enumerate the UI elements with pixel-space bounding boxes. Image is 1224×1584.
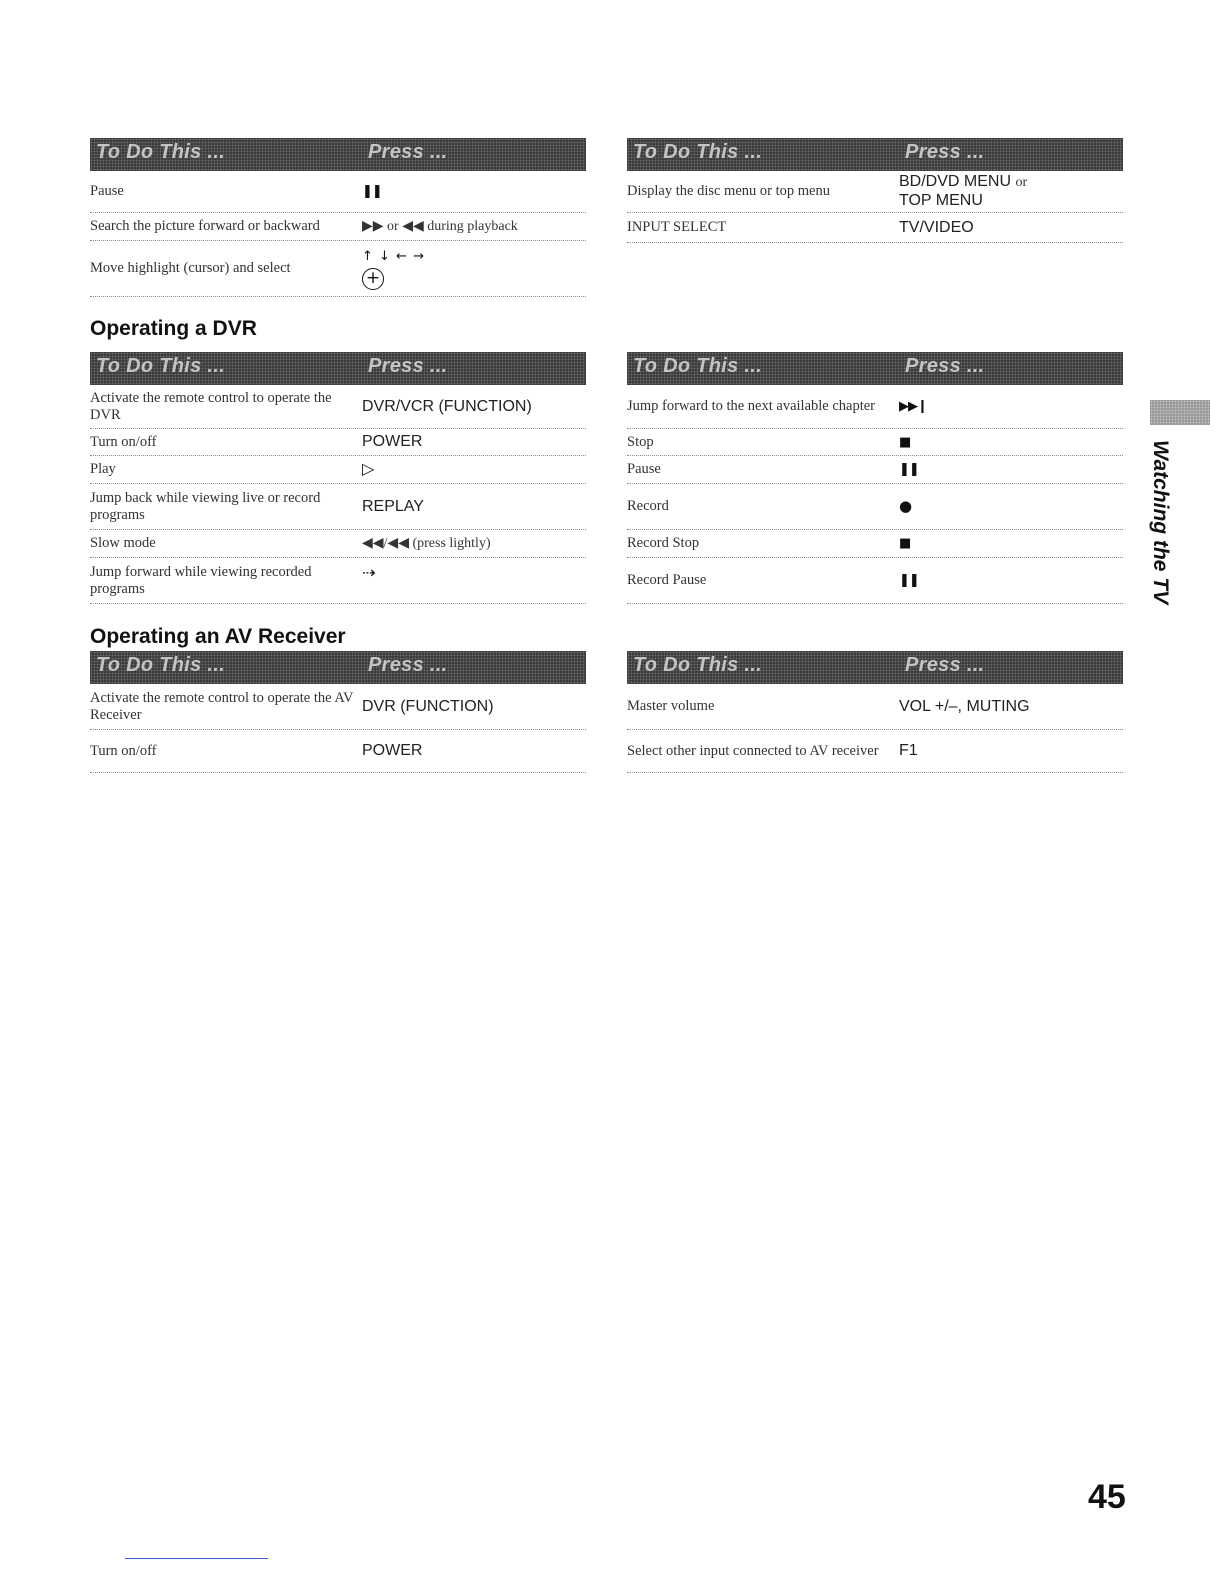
table-row	[90, 456, 586, 484]
row-press	[899, 534, 1123, 553]
row-press	[362, 460, 586, 479]
row-press	[362, 558, 586, 583]
row-todo: Activate the remote control to operate the AV Receiver	[90, 689, 354, 723]
page-number: 45	[1088, 1478, 1126, 1516]
table-row	[627, 213, 1123, 243]
record-icon: ●	[899, 497, 912, 515]
row-todo: Activate the remote control to operate the DVR	[90, 389, 332, 423]
row-press	[899, 571, 1123, 590]
press-or: or	[1015, 175, 1028, 190]
pause-icon: ❚❚	[899, 462, 919, 477]
table-row	[627, 730, 1123, 773]
table-row	[90, 530, 586, 558]
table-row	[627, 171, 1123, 213]
footer-rule	[125, 1558, 268, 1559]
press-line2: TOP MENU	[899, 192, 983, 209]
table-header	[627, 352, 1123, 385]
section-title-dvr: Operating a DVR	[90, 317, 257, 340]
table-header	[627, 651, 1123, 684]
row-press: DVR (FUNCTION)	[362, 697, 494, 715]
table-header	[90, 651, 586, 684]
av-left-table	[90, 651, 586, 773]
table-row	[90, 684, 586, 730]
select-plus-icon: +	[362, 268, 384, 290]
header-todo: To Do This ...	[96, 141, 226, 163]
section-title-av: Operating an AV Receiver	[90, 625, 346, 648]
table-header	[627, 138, 1123, 171]
row-todo: Jump back while viewing live or record programs	[90, 489, 321, 523]
row-todo: Search the picture forward or backward	[90, 218, 320, 234]
slow-mode-press: ◀◀/◀◀ (press lightly)	[362, 536, 491, 551]
header-press: Press ...	[368, 654, 448, 676]
row-todo: Record	[627, 498, 669, 514]
header-press: Press ...	[368, 355, 448, 377]
header-todo: To Do This ...	[633, 141, 763, 163]
row-todo: Jump forward to the next available chapter	[627, 398, 876, 414]
pause-icon: ❚❚	[362, 184, 382, 199]
header-todo: To Do This ...	[633, 654, 763, 676]
table-row	[627, 684, 1123, 730]
row-todo: INPUT SELECT	[627, 219, 727, 235]
row-press: DVR/VCR (FUNCTION)	[362, 397, 532, 415]
stop-icon: ■	[899, 536, 911, 551]
top-left-table	[90, 138, 586, 297]
table-row	[627, 484, 1123, 530]
row-press	[899, 433, 1123, 452]
table-row	[90, 385, 586, 429]
row-press: POWER	[362, 433, 423, 450]
row-press	[362, 248, 586, 290]
header-press: Press ...	[905, 141, 985, 163]
next-chapter-icon: ▶▶❙	[899, 399, 927, 414]
row-todo: Record Stop	[627, 535, 700, 551]
skip-forward-icon: ⇢	[362, 563, 375, 582]
table-header	[90, 352, 586, 385]
table-row	[90, 484, 586, 530]
av-right-table	[627, 651, 1123, 773]
header-press: Press ...	[905, 654, 985, 676]
table-row	[627, 558, 1123, 604]
row-press: TV/VIDEO	[899, 218, 974, 236]
play-icon: ▷	[362, 459, 374, 478]
row-todo: Select other input connected to AV receiver	[627, 742, 879, 759]
header-press: Press ...	[905, 355, 985, 377]
row-todo: Pause	[627, 461, 661, 477]
row-press	[362, 534, 586, 553]
table-row	[627, 429, 1123, 456]
table-header	[90, 138, 586, 171]
row-press	[899, 397, 1123, 416]
header-todo: To Do This ...	[96, 654, 226, 676]
table-row	[90, 558, 586, 604]
table-row	[90, 213, 586, 241]
row-press: REPLAY	[362, 497, 424, 515]
row-todo: Move highlight (cursor) and select	[90, 260, 291, 276]
pause-icon: ❚❚	[899, 573, 919, 588]
table-row	[627, 385, 1123, 429]
row-todo: Play	[90, 461, 116, 477]
row-press	[362, 217, 586, 236]
table-row	[90, 241, 586, 297]
header-todo: To Do This ...	[633, 355, 763, 377]
table-row	[90, 429, 586, 456]
row-todo: Pause	[90, 183, 124, 199]
dvr-right-table	[627, 352, 1123, 604]
search-press: ▶▶ or ◀◀ during playback	[362, 219, 518, 234]
arrow-keys-icon: ↑ ↓ ← →	[362, 248, 425, 264]
top-right-table	[627, 138, 1123, 243]
row-todo: Turn on/off	[90, 742, 157, 759]
row-todo: Slow mode	[90, 535, 156, 551]
row-press: F1	[899, 742, 918, 759]
dvr-left-table	[90, 352, 586, 604]
row-todo: Stop	[627, 433, 654, 450]
header-press: Press ...	[368, 141, 448, 163]
row-todo: Master volume	[627, 698, 715, 714]
row-press	[362, 182, 586, 201]
table-row	[627, 456, 1123, 484]
table-row	[90, 730, 586, 773]
row-press	[899, 497, 1123, 516]
table-row	[90, 171, 586, 213]
row-todo: Record Pause	[627, 572, 707, 588]
row-todo: Display the disc menu or top menu	[627, 183, 830, 199]
row-press: POWER	[362, 742, 423, 759]
row-press	[899, 173, 1123, 210]
chapter-side-label: Watching the TV	[1149, 440, 1172, 605]
chapter-tab-marker	[1150, 400, 1210, 425]
header-todo: To Do This ...	[96, 355, 226, 377]
row-todo: Turn on/off	[90, 433, 157, 450]
table-row	[627, 530, 1123, 558]
stop-icon: ■	[899, 434, 911, 450]
press-line1: BD/DVD MENU	[899, 173, 1012, 190]
row-press: VOL +/–, MUTING	[899, 697, 1030, 715]
row-press	[899, 460, 1123, 479]
row-todo: Jump forward while viewing recorded programs	[90, 563, 312, 597]
